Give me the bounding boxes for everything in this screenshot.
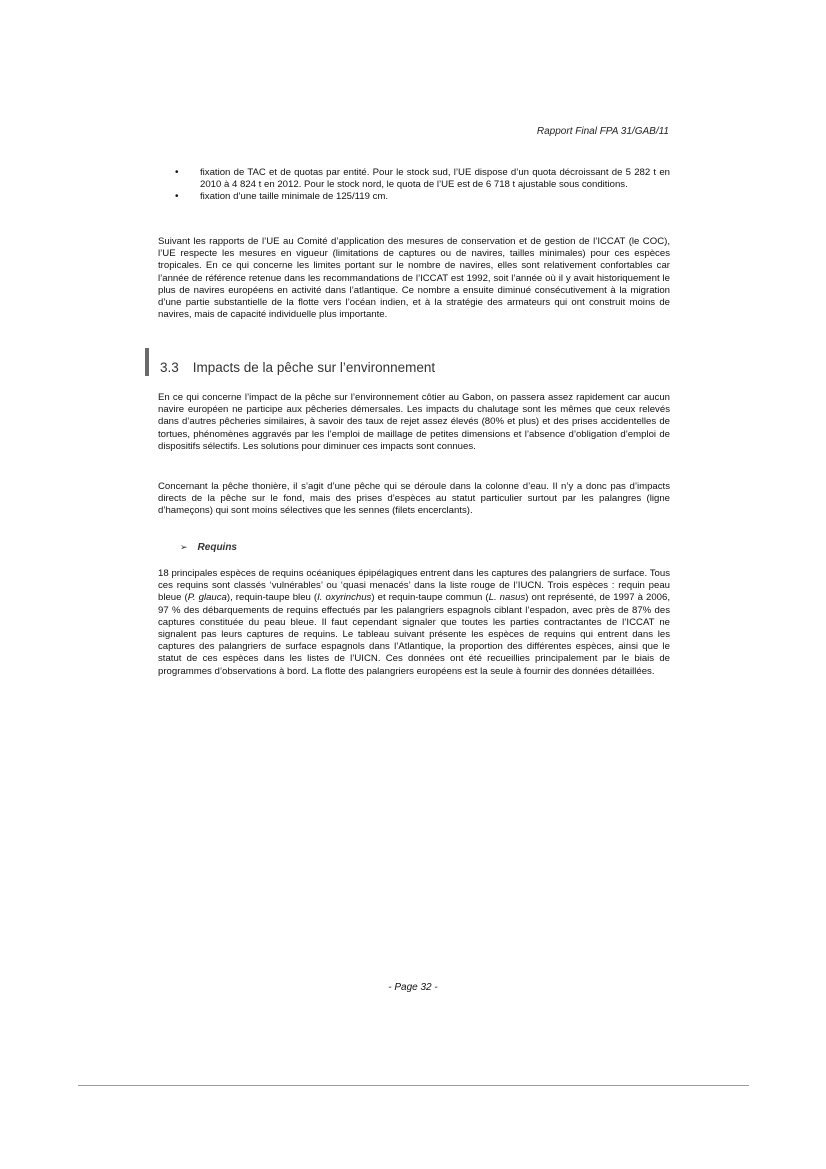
bullet-item: • fixation de TAC et de quotas par entité. Pour le stock sud, l’UE dispose d’un quota décroissant de 5 282 t en 2010 à 4 824 t en 2012. Pour le stock nord, le quota de l’UE est de 6 718 t ajustable sous conditions.: [158, 167, 670, 191]
paragraph-coastal-impact: En ce qui concerne l’impact de la pêche sur l’environnement côtier au Gabon, on passera assez rapidement car aucun navire européen ne participe aux pêcheries démersales. Les impacts du chalutage sont les mêmes que ceux relevés dans d’autres pêcheries similaires, à savoir des taux de rejet assez élevés (80% et plus) et des prises accidentelles de tortues, phénomènes aggravés par les l’emploi de maillage de petites dimensions et l’absence d’obligation d’emploi de dispositifs sélectifs. Les solutions pour diminuer ces impacts sont connues.: [158, 392, 670, 452]
paragraph-tuna-fishing: Concernant la pêche thonière, il s’agit d’une pêche qui se déroule dans la colonne d’eau. Il n’y a donc pas d’impacts directs de la pêche sur le fond, mais des prises d’espèces au statut particulier surtout par les palangres (ligne d’hameçons) qui sont moins sélectives que les sennes (filets encerclants).: [158, 481, 670, 517]
species-name: I. oxyrinchus: [317, 592, 372, 604]
section-title-text: Impacts de la pêche sur l’environnement: [192, 360, 436, 375]
page-number: - Page 32 -: [388, 982, 438, 993]
text-run: ) ont représenté, de 1997 à 2006, 97 % des débarquements de requins effectués par les palangriers espagnols ciblant l’espadon, avec près de 87% des captures constituée du peau bleue. Il faut cependant signaler que toutes les parties contractantes de l’ICCAT ne signalent pas leurs captures de requins. Le tableau suivant présente les espèces de requins qui entrent dans les captures des palangriers de surface espagnols dans l’Atlantique, la proportion des différentes espèces, ainsi que le statut de ces espèces dans les listes de l’UICN. Ces données ont été recueillies principalement par le biais de programmes d’observations à bord. La flotte des palangriers européens est la seule à fournir des données détaillées.: [158, 592, 671, 677]
document-reference: Rapport Final FPA 31/GAB/11: [536, 126, 669, 137]
bullet-list: [158, 167, 670, 204]
species-name: L. nasus: [488, 592, 526, 604]
footer-divider: [78, 1085, 749, 1086]
paragraph-iccat-compliance: Suivant les rapports de l’UE au Comité d’application des mesures de conservation et de gestion de l’ICCAT (le COC), l’UE respecte les mesures en vigueur (limitations de captures ou de navires, tailles minimales) pour ces espèces tropicales. En ce qui concerne les limites portant sur le nombre de navires, elles sont relativement confortables car l’année de référence retenue dans les recommandations de l’ICCAT est 1992, soit l’année où il y avait historiquement le plus de navires européens en activité dans l’atlantique. Ce nombre a ensuite diminué consécutivement à la migration d’une partie substantielle de la flotte vers l’océan indien, et à la stratégie des armateurs qui ont construit moins de navires, mais de capacité individuelle plus importante.: [158, 236, 670, 321]
subsection-title: Requins: [197, 542, 237, 553]
species-name: P. glauca: [187, 592, 227, 604]
bullet-item: • fixation d’une taille minimale de 125/119 cm.: [158, 191, 670, 203]
text-run: ) et requin-taupe commun (: [371, 592, 489, 604]
section-number: 3.3: [160, 360, 179, 375]
text-run: ), requin-taupe bleu (: [226, 592, 318, 604]
section-heading: [160, 360, 435, 375]
section-marker-bar: [145, 348, 149, 376]
arrow-bullet-icon: ➢: [180, 542, 188, 552]
subsection-heading: [180, 542, 237, 553]
text-run: 18 principales espèces de requins océaniques épipélagiques entrent dans les captures des palangriers de surface. Tous ces requins sont classés ‘vulnérables’ ou ‘quasi menacés’ dans la liste rouge de l’IUCN. Trois espèces : requin peau bleue (: [158, 568, 670, 604]
paragraph-sharks: [158, 568, 670, 678]
